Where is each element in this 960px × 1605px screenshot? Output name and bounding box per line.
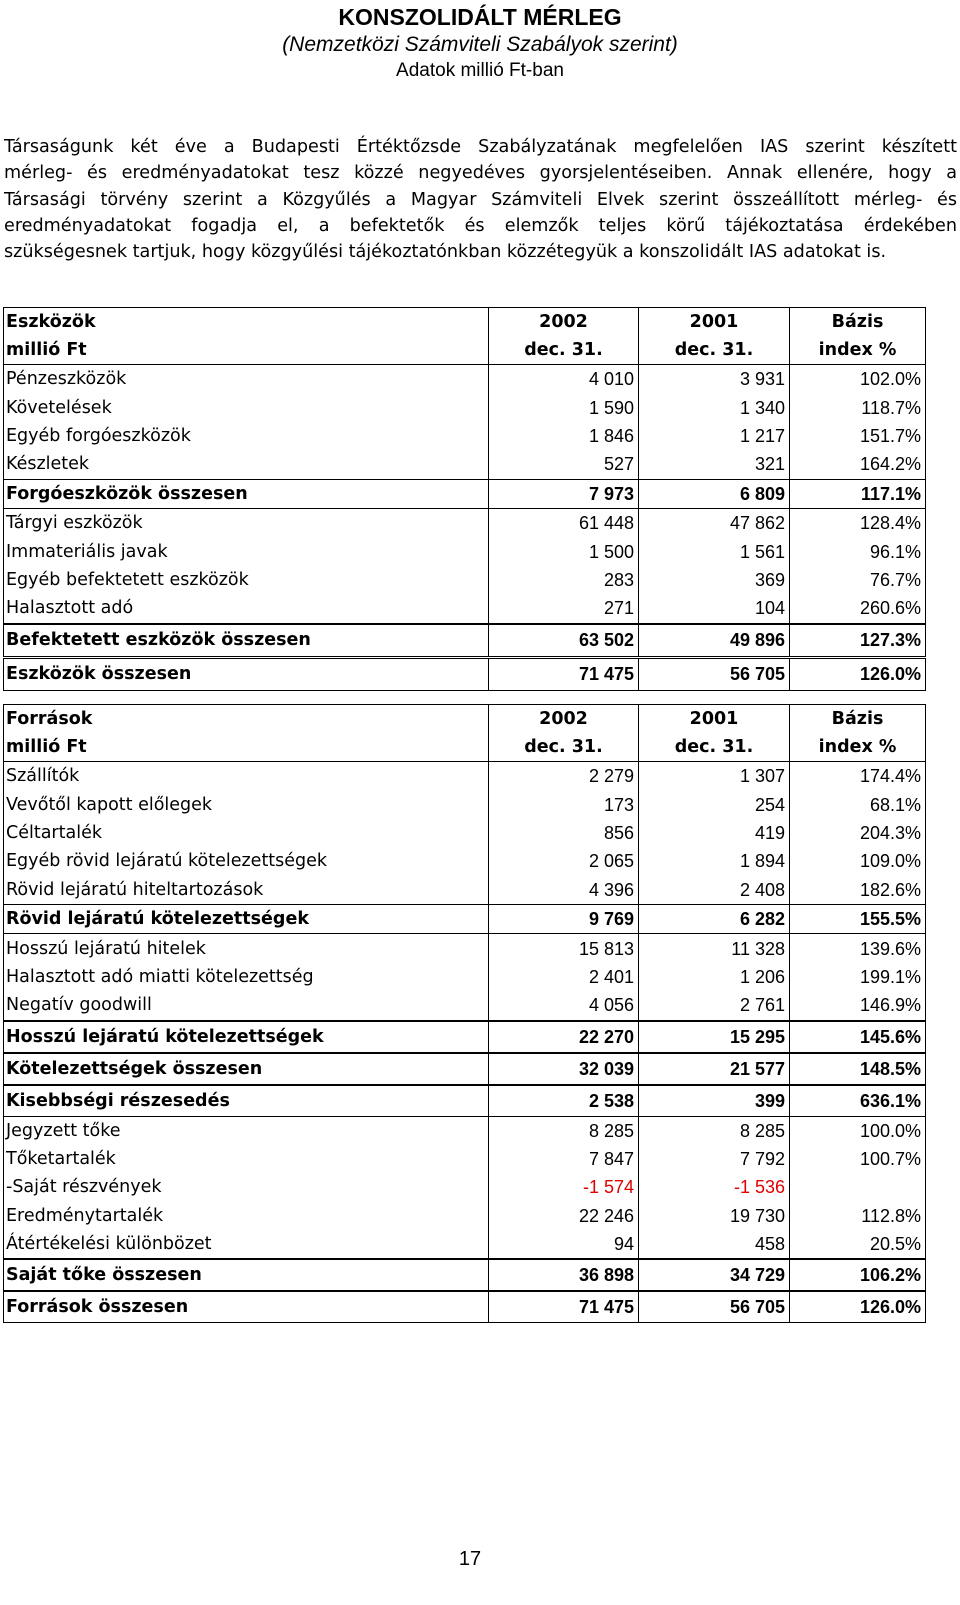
row-label: Kötelezettségek összesen bbox=[4, 1053, 489, 1085]
index-value: 199.1% bbox=[790, 963, 926, 991]
row-label: Céltartalék bbox=[4, 819, 489, 847]
index-value: 182.6% bbox=[790, 876, 926, 905]
value-2001: 49 896 bbox=[639, 624, 790, 658]
value-2001: 47 862 bbox=[639, 508, 790, 537]
value-2002: 71 475 bbox=[489, 657, 639, 690]
header-date: dec. 31. bbox=[639, 336, 790, 365]
table-row bbox=[4, 1116, 926, 1145]
header-date: dec. 31. bbox=[489, 336, 639, 365]
index-value: 145.6% bbox=[790, 1021, 926, 1053]
row-label: -Saját részvények bbox=[4, 1173, 489, 1201]
table-row bbox=[4, 365, 926, 394]
value-2002: 4 396 bbox=[489, 876, 639, 905]
value-2002: 856 bbox=[489, 819, 639, 847]
index-value: 96.1% bbox=[790, 537, 926, 565]
table-row bbox=[4, 1230, 926, 1259]
header-year: 2002 bbox=[489, 308, 639, 337]
intro-line: Társasági törvény szerint a Közgyűlés a Magyar Számviteli Elvek szerint összeállított mérleg- és bbox=[4, 189, 957, 210]
index-value: 151.7% bbox=[790, 422, 926, 450]
intro-paragraph bbox=[4, 134, 957, 265]
table-row bbox=[4, 1145, 926, 1173]
value-2001: 2 761 bbox=[639, 991, 790, 1020]
value-2002: 527 bbox=[489, 450, 639, 479]
table-row bbox=[4, 657, 926, 690]
table-header-row bbox=[4, 308, 926, 337]
assets-table bbox=[3, 307, 926, 691]
header-date: dec. 31. bbox=[489, 733, 639, 762]
row-label: Hosszú lejáratú kötelezettségek bbox=[4, 1021, 489, 1053]
table-header-row bbox=[4, 733, 926, 762]
value-2001: 56 705 bbox=[639, 657, 790, 690]
value-2002: 4 056 bbox=[489, 991, 639, 1020]
row-label: Rövid lejáratú hiteltartozások bbox=[4, 876, 489, 905]
value-2002: 2 401 bbox=[489, 963, 639, 991]
value-2001: 1 307 bbox=[639, 762, 790, 791]
index-value: 126.0% bbox=[790, 657, 926, 690]
table-row bbox=[4, 566, 926, 594]
row-label: Követelések bbox=[4, 393, 489, 421]
header-index-unit: index % bbox=[790, 336, 926, 365]
table-row bbox=[4, 1021, 926, 1053]
value-2002: 15 813 bbox=[489, 934, 639, 963]
intro-line: eredményadatokat fogadja el, a befektetők és elemzők teljes körű tájékoztatása érdekében bbox=[4, 215, 957, 236]
row-label: Források összesen bbox=[4, 1291, 489, 1323]
index-value: 112.8% bbox=[790, 1202, 926, 1230]
value-2002: 22 246 bbox=[489, 1202, 639, 1230]
value-2002: -1 574 bbox=[489, 1173, 639, 1201]
row-label: Kisebbségi részesedés bbox=[4, 1085, 489, 1117]
value-2001: -1 536 bbox=[639, 1173, 790, 1201]
value-2001: 1 561 bbox=[639, 537, 790, 565]
table-row bbox=[4, 479, 926, 508]
value-2002: 1 846 bbox=[489, 422, 639, 450]
value-2002: 94 bbox=[489, 1230, 639, 1259]
value-2002: 36 898 bbox=[489, 1259, 639, 1291]
value-2002: 61 448 bbox=[489, 508, 639, 537]
table-row bbox=[4, 1259, 926, 1291]
value-2002: 283 bbox=[489, 566, 639, 594]
index-value: 146.9% bbox=[790, 991, 926, 1020]
table-row bbox=[4, 790, 926, 818]
value-2002: 271 bbox=[489, 594, 639, 623]
value-2001: 34 729 bbox=[639, 1259, 790, 1291]
value-2002: 1 500 bbox=[489, 537, 639, 565]
index-value: 100.7% bbox=[790, 1145, 926, 1173]
table-header-row bbox=[4, 705, 926, 734]
value-2001: 19 730 bbox=[639, 1202, 790, 1230]
value-2001: 56 705 bbox=[639, 1291, 790, 1323]
value-2001: 2 408 bbox=[639, 876, 790, 905]
index-value: 128.4% bbox=[790, 508, 926, 537]
header-index-unit: index % bbox=[790, 733, 926, 762]
row-label: Egyéb rövid lejáratú kötelezettségek bbox=[4, 847, 489, 875]
value-2002: 4 010 bbox=[489, 365, 639, 394]
index-value: 117.1% bbox=[790, 479, 926, 508]
row-label: Tőketartalék bbox=[4, 1145, 489, 1173]
unit-note: Adatok millió Ft-ban bbox=[396, 60, 564, 81]
index-value: 100.0% bbox=[790, 1116, 926, 1145]
row-label: Negatív goodwill bbox=[4, 991, 489, 1020]
value-2002: 1 590 bbox=[489, 393, 639, 421]
value-2001: 1 340 bbox=[639, 393, 790, 421]
value-2001: 104 bbox=[639, 594, 790, 623]
table-row bbox=[4, 422, 926, 450]
value-2001: 254 bbox=[639, 790, 790, 818]
value-2001: 6 809 bbox=[639, 479, 790, 508]
value-2001: 458 bbox=[639, 1230, 790, 1259]
value-2001: 7 792 bbox=[639, 1145, 790, 1173]
row-label: Forgóeszközök összesen bbox=[4, 479, 489, 508]
header-unit: millió Ft bbox=[4, 336, 489, 365]
index-value bbox=[790, 1173, 926, 1201]
intro-line: Társaságunk két éve a Budapesti Értéktőzsde Szabályzatának megfelelően IAS szerint készített bbox=[4, 137, 957, 157]
table-row bbox=[4, 991, 926, 1020]
value-2001: 1 206 bbox=[639, 963, 790, 991]
value-2002: 2 065 bbox=[489, 847, 639, 875]
table-row bbox=[4, 393, 926, 421]
table-row bbox=[4, 904, 926, 933]
liabilities-table bbox=[3, 704, 926, 1323]
value-2001: 8 285 bbox=[639, 1116, 790, 1145]
row-label: Halasztott adó bbox=[4, 594, 489, 623]
table-header-row bbox=[4, 336, 926, 365]
index-value: 102.0% bbox=[790, 365, 926, 394]
row-label: Szállítók bbox=[4, 762, 489, 791]
table-row bbox=[4, 508, 926, 537]
value-2001: 321 bbox=[639, 450, 790, 479]
index-value: 118.7% bbox=[790, 393, 926, 421]
index-value: 155.5% bbox=[790, 904, 926, 933]
table-row bbox=[4, 1173, 926, 1201]
value-2002: 32 039 bbox=[489, 1053, 639, 1085]
row-label: Befektetett eszközök összesen bbox=[4, 624, 489, 658]
header-index: Bázis bbox=[790, 705, 926, 734]
table-row bbox=[4, 847, 926, 875]
index-value: 126.0% bbox=[790, 1291, 926, 1323]
value-2001: 369 bbox=[639, 566, 790, 594]
table-row bbox=[4, 1085, 926, 1117]
index-value: 68.1% bbox=[790, 790, 926, 818]
value-2001: 1 217 bbox=[639, 422, 790, 450]
header-date: dec. 31. bbox=[639, 733, 790, 762]
page-number: 17 bbox=[458, 1548, 482, 1570]
index-value: 204.3% bbox=[790, 819, 926, 847]
table-row bbox=[4, 762, 926, 791]
header-label: Források bbox=[4, 705, 489, 734]
value-2001: 6 282 bbox=[639, 904, 790, 933]
value-2002: 173 bbox=[489, 790, 639, 818]
value-2001: 399 bbox=[639, 1085, 790, 1117]
table-row bbox=[4, 1053, 926, 1085]
header-year: 2001 bbox=[639, 308, 790, 337]
index-value: 636.1% bbox=[790, 1085, 926, 1117]
row-label: Eredménytartalék bbox=[4, 1202, 489, 1230]
value-2001: 419 bbox=[639, 819, 790, 847]
value-2002: 2 279 bbox=[489, 762, 639, 791]
table-row bbox=[4, 934, 926, 963]
row-label: Halasztott adó miatti kötelezettség bbox=[4, 963, 489, 991]
value-2002: 8 285 bbox=[489, 1116, 639, 1145]
index-value: 164.2% bbox=[790, 450, 926, 479]
value-2001: 3 931 bbox=[639, 365, 790, 394]
page-title: KONSZOLIDÁLT MÉRLEG bbox=[338, 4, 622, 30]
row-label: Egyéb forgóeszközök bbox=[4, 422, 489, 450]
index-value: 174.4% bbox=[790, 762, 926, 791]
table-row bbox=[4, 1291, 926, 1323]
value-2001: 1 894 bbox=[639, 847, 790, 875]
row-label: Eszközök összesen bbox=[4, 657, 489, 690]
header-index: Bázis bbox=[790, 308, 926, 337]
row-label: Jegyzett tőke bbox=[4, 1116, 489, 1145]
index-value: 20.5% bbox=[790, 1230, 926, 1259]
header-year: 2002 bbox=[489, 705, 639, 734]
table-row bbox=[4, 594, 926, 623]
header-label: Eszközök bbox=[4, 308, 489, 337]
index-value: 127.3% bbox=[790, 624, 926, 658]
intro-line: mérleg- és eredményadatokat tesz közzé negyedéves gyorsjelentéseiben. Annak ellenére, hogy a bbox=[4, 163, 957, 184]
row-label: Készletek bbox=[4, 450, 489, 479]
row-label: Immateriális javak bbox=[4, 537, 489, 565]
index-value: 260.6% bbox=[790, 594, 926, 623]
index-value: 109.0% bbox=[790, 847, 926, 875]
value-2001: 11 328 bbox=[639, 934, 790, 963]
value-2001: 15 295 bbox=[639, 1021, 790, 1053]
value-2002: 7 847 bbox=[489, 1145, 639, 1173]
value-2002: 71 475 bbox=[489, 1291, 639, 1323]
index-value: 139.6% bbox=[790, 934, 926, 963]
row-label: Saját tőke összesen bbox=[4, 1259, 489, 1291]
row-label: Tárgyi eszközök bbox=[4, 508, 489, 537]
table-row bbox=[4, 450, 926, 479]
table-row bbox=[4, 537, 926, 565]
row-label: Hosszú lejáratú hitelek bbox=[4, 934, 489, 963]
value-2002: 63 502 bbox=[489, 624, 639, 658]
intro-line: szükségesnek tartjuk, hogy közgyűlési tájékoztatónkban közzétegyük a konszolidált IAS adatokat is. bbox=[4, 242, 887, 263]
table-row bbox=[4, 819, 926, 847]
table-row bbox=[4, 963, 926, 991]
row-label: Átértékelési különbözet bbox=[4, 1230, 489, 1259]
header-unit: millió Ft bbox=[4, 733, 489, 762]
value-2002: 2 538 bbox=[489, 1085, 639, 1117]
row-label: Pénzeszközök bbox=[4, 365, 489, 394]
table-row bbox=[4, 876, 926, 905]
index-value: 148.5% bbox=[790, 1053, 926, 1085]
index-value: 106.2% bbox=[790, 1259, 926, 1291]
table-row bbox=[4, 1202, 926, 1230]
page-subtitle: (Nemzetközi Számviteli Szabályok szerint) bbox=[282, 33, 678, 56]
value-2002: 9 769 bbox=[489, 904, 639, 933]
row-label: Rövid lejáratú kötelezettségek bbox=[4, 904, 489, 933]
value-2002: 22 270 bbox=[489, 1021, 639, 1053]
value-2001: 21 577 bbox=[639, 1053, 790, 1085]
value-2002: 7 973 bbox=[489, 479, 639, 508]
table-row bbox=[4, 624, 926, 658]
index-value: 76.7% bbox=[790, 566, 926, 594]
header-year: 2001 bbox=[639, 705, 790, 734]
row-label: Vevőtől kapott előlegek bbox=[4, 790, 489, 818]
row-label: Egyéb befektetett eszközök bbox=[4, 566, 489, 594]
